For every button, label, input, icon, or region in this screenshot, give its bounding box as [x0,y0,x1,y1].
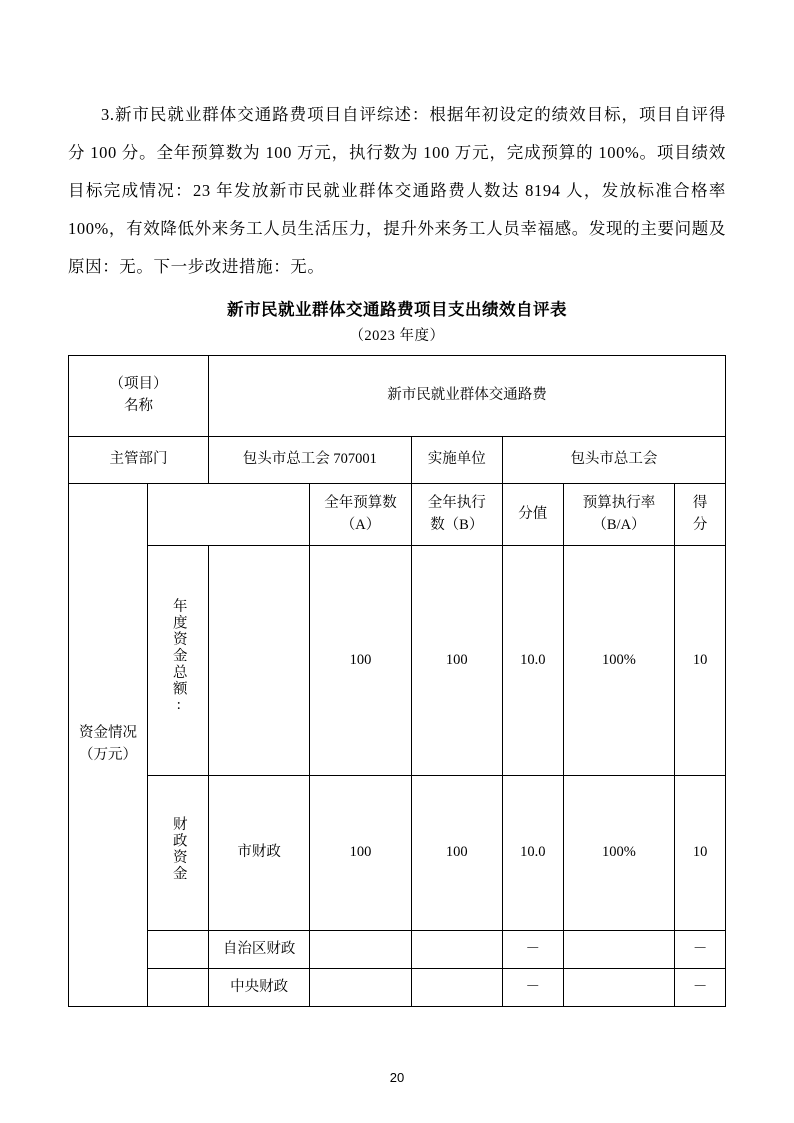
dept-value: 包头市总工会 707001 [208,437,411,484]
header-executed [411,484,502,546]
row-item-central-fiscal: 中央财政 [208,969,309,1007]
header-score-line2: 分 [692,516,708,533]
header-score-line1: 得 [692,494,708,511]
header-score-value: 分值 [502,484,563,546]
table-row-central-fiscal [69,969,726,1007]
row-executed-central-fiscal [411,969,502,1007]
row-score-annual-total: 10 [675,546,726,776]
row-budget-annual-total: 100 [310,546,411,776]
table-row-project-name [69,356,726,437]
row-sublabel-central-fiscal [148,969,209,1007]
row-execrate-central-fiscal [563,969,675,1007]
header-executed-line1: 全年执行 [427,494,486,511]
row-scorevalue-annual-total: 10.0 [502,546,563,776]
header-budget-total-line1: 全年预算数 [324,494,397,511]
performance-evaluation-table [68,355,726,1007]
page-number: 20 [389,1070,405,1085]
row-sublabel-annual-total-text: 年度资金总额: [170,598,187,716]
funds-label-line2: （万元） [79,747,138,763]
header-blank [148,484,310,546]
header-budget-total-line2: （A） [340,516,381,533]
unit-label: 实施单位 [411,437,502,484]
row-score-autonomous-region: － [675,931,726,969]
dept-label: 主管部门 [69,437,209,484]
row-scorevalue-city-fiscal: 10.0 [502,776,563,931]
header-score [675,484,726,546]
header-exec-rate-line1: 预算执行率 [582,494,656,511]
row-executed-city-fiscal: 100 [411,776,502,931]
header-executed-line2: 数（B） [430,516,484,533]
row-budget-central-fiscal [310,969,411,1007]
row-budget-autonomous-region [310,931,411,969]
unit-value: 包头市总工会 [502,437,725,484]
row-sublabel-annual-total [148,546,209,776]
project-name-label-line1: （项目） [109,376,168,393]
row-executed-autonomous-region [411,931,502,969]
header-exec-rate [563,484,675,546]
row-score-central-fiscal: － [675,969,726,1007]
row-sublabel-autonomous-region [148,931,209,969]
funds-situation-label [69,484,148,1007]
row-execrate-city-fiscal: 100% [563,776,675,931]
row-item-city-fiscal: 市财政 [208,776,309,931]
row-scorevalue-autonomous-region: － [502,931,563,969]
project-name-label [69,356,209,437]
row-scorevalue-central-fiscal: － [502,969,563,1007]
header-exec-rate-line2: （B/A） [592,516,646,533]
table-row-autonomous-region [69,931,726,969]
table-row-headers [69,484,726,546]
project-name-value: 新市民就业群体交通路费 [208,356,725,437]
table-row-annual-total [69,546,726,776]
table-subtitle: （2023 年度） [349,328,445,344]
table-title: 新市民就业群体交通路费项目支出绩效自评表 [227,301,567,319]
table-row-fiscal-funds [69,776,726,931]
row-item-annual-total [208,546,309,776]
funds-label-line1: 资金情况 [79,725,138,742]
row-sublabel-fiscal-funds [148,776,209,931]
row-executed-annual-total: 100 [411,546,502,776]
row-sublabel-fiscal-funds-text: 财政资金 [170,816,187,883]
table-row-department [69,437,726,484]
row-budget-city-fiscal: 100 [310,776,411,931]
project-name-label-line2: 名称 [123,398,153,414]
row-execrate-annual-total: 100% [563,546,675,776]
row-score-city-fiscal: 10 [675,776,726,931]
row-item-autonomous-region: 自治区财政 [208,931,309,969]
header-budget-total [310,484,411,546]
row-execrate-autonomous-region [563,931,675,969]
self-evaluation-paragraph: 3.新市民就业群体交通路费项目自评综述：根据年初设定的绩效目标，项目自评得分 100 分。全年预算数为 100 万元，执行数为 100 万元，完成预算的 100%。项目绩效目标完成情况：23 年发放新市民就业群体交通路费人数达 8194 人，发放标准合格率 100%，有效降低外来务工人员生活压力，提升外来务工人员幸福感。发现的主要问题及原因：无。下一步改进措施：无。 [68,105,726,276]
